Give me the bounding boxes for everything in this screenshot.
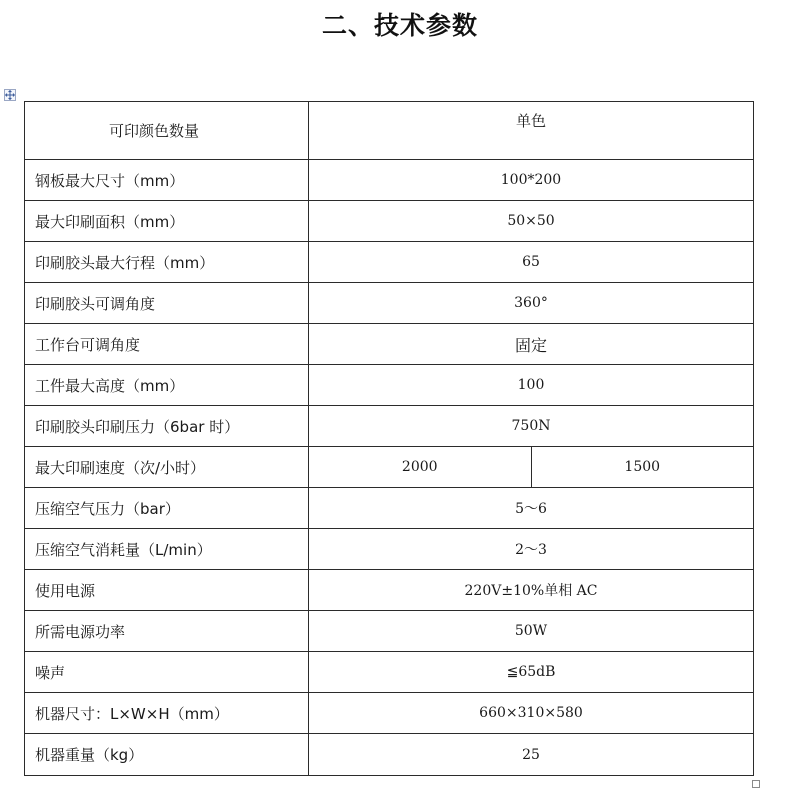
spec-value: 2～3 — [309, 529, 754, 570]
spec-value: ≦65dB — [309, 652, 754, 693]
table-row — [25, 283, 754, 324]
table-row — [25, 529, 754, 570]
table-row — [25, 570, 754, 611]
table-row — [25, 242, 754, 283]
spec-value: 25 — [309, 734, 754, 776]
spec-value: 660×310×580 — [309, 693, 754, 734]
table-row — [25, 734, 754, 776]
spec-label: 所需电源功率 — [25, 611, 309, 652]
spec-value: 100 — [309, 365, 754, 406]
spec-value: 5～6 — [309, 488, 754, 529]
spec-label: 印刷胶头可调角度 — [25, 283, 309, 324]
spec-value: 750N — [309, 406, 754, 447]
spec-value: 50×50 — [309, 201, 754, 242]
spec-label: 噪声 — [25, 652, 309, 693]
table-row — [25, 488, 754, 529]
spec-value: 固定 — [309, 324, 754, 365]
spec-label: 压缩空气消耗量（L/min） — [25, 529, 309, 570]
spec-table — [24, 101, 754, 776]
spec-value: 65 — [309, 242, 754, 283]
table-row — [25, 365, 754, 406]
section-heading: 二、技术参数 — [321, 11, 478, 40]
table-row — [25, 406, 754, 447]
spec-value-right: 1500 — [531, 447, 754, 488]
table-resize-handle[interactable] — [752, 780, 760, 788]
table-row-header — [25, 102, 754, 160]
spec-label: 压缩空气压力（bar） — [25, 488, 309, 529]
spec-label: 钢板最大尺寸（mm） — [25, 160, 309, 201]
spec-label: 最大印刷速度（次/小时） — [25, 447, 309, 488]
spec-value: 360° — [309, 283, 754, 324]
table-row — [25, 611, 754, 652]
table-row — [25, 201, 754, 242]
spec-label: 最大印刷面积（mm） — [25, 201, 309, 242]
spec-value: 单色 — [309, 102, 754, 160]
spec-label: 印刷胶头印刷压力（6bar 时） — [25, 406, 309, 447]
spec-label: 工作台可调角度 — [25, 324, 309, 365]
spec-value-left: 2000 — [309, 447, 532, 488]
spec-label: 机器重量（kg） — [25, 734, 309, 776]
spec-value: 100*200 — [309, 160, 754, 201]
table-row — [25, 447, 754, 488]
spec-value: 50W — [309, 611, 754, 652]
spec-label: 工件最大高度（mm） — [25, 365, 309, 406]
spec-label: 可印颜色数量 — [25, 102, 309, 160]
table-row — [25, 324, 754, 365]
spec-value: 220V±10%单相 AC — [309, 570, 754, 611]
table-row — [25, 160, 754, 201]
spec-label: 印刷胶头最大行程（mm） — [25, 242, 309, 283]
spec-label: 机器尺寸：L×W×H（mm） — [25, 693, 309, 734]
table-move-handle-icon[interactable] — [4, 89, 16, 101]
table-row — [25, 693, 754, 734]
table-row — [25, 652, 754, 693]
spec-label: 使用电源 — [25, 570, 309, 611]
